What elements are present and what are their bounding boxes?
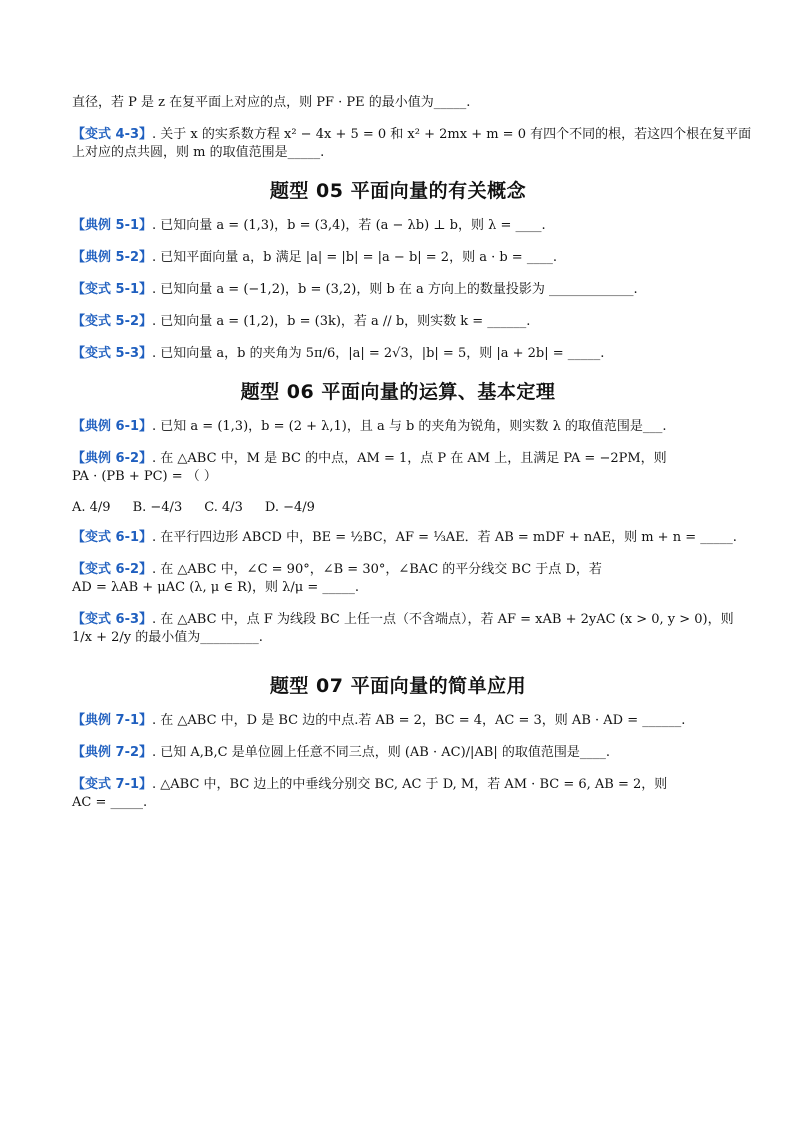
problem-v6-2: [72, 561, 724, 579]
problem-text: . 在 △ABC 中，M 是 BC 的中点，AM = 1，点 P 在 AM 上，且满足 PA = −2PM，则: [152, 451, 667, 466]
problem-v5-2: [72, 313, 724, 331]
problem-v4-3: [72, 126, 752, 144]
choice-a: A. 4/9: [72, 500, 111, 515]
problem-tag: 【典例 6-1】: [72, 419, 153, 434]
problem-text: . 在平行四边形 ABCD 中，BE = ½BC，AF = ⅓AE．若 AB = mDF + nAE，则 m + n = _____.: [152, 530, 737, 545]
choice-b: B. −4/3: [132, 500, 183, 515]
problem-tag: 【变式 6-1】: [72, 530, 153, 545]
text-line: 1/x + 2/y 的最小值为_________.: [72, 630, 263, 645]
problem-text: . 已知向量 a，b 的夹角为 5π/6，|a| = 2√3，|b| = 5，则 |a + 2b| = _____.: [152, 346, 605, 361]
problem-text: . 在 △ABC 中，D 是 BC 边的中点.若 AB = 2，BC = 4，AC = 3，则 AB · AD = ______.: [152, 713, 686, 728]
problem-tag: 【变式 7-1】: [72, 777, 153, 792]
problem-tag: 【典例 5-2】: [72, 250, 153, 265]
problem-e5-2: [72, 249, 724, 267]
problem-text: . 关于 x 的实系数方程 x² − 4x + 5 = 0 和 x² + 2mx + m = 0 有四个不同的根，若这四个根在复平面: [152, 127, 752, 142]
problem-e6-2: [72, 450, 724, 468]
problem-v6-1: [72, 529, 737, 547]
problem-e6-1: [72, 418, 724, 436]
problem-tag: 【典例 6-2】: [72, 451, 153, 466]
text-line: 直径，若 P 是 z 在复平面上对应的点，则 PF · PE 的最小值为_____.: [72, 95, 471, 110]
section-title-07: 题型 07 平面向量的简单应用: [269, 675, 527, 697]
problem-text: . 在 △ABC 中，∠C = 90°，∠B = 30°，∠BAC 的平分线交 BC 于点 D，若: [152, 562, 602, 577]
problem-tag: 【变式 5-1】: [72, 282, 153, 297]
problem-tag: 【变式 4-3】: [72, 127, 153, 142]
problem-text: . 在 △ABC 中，点 F 为线段 BC 上任一点（不含端点），若 AF = xAB + 2yAC (x > 0, y > 0)，则: [152, 612, 734, 627]
section-title-06: 题型 06 平面向量的运算、基本定理: [240, 381, 556, 403]
problem-text: . 已知向量 a = (1,2)，b = (3k)，若 a // b，则实数 k = ______.: [152, 314, 531, 329]
problem-tag: 【变式 5-2】: [72, 314, 153, 329]
problem-tag: 【典例 7-2】: [72, 745, 153, 760]
choice-list: [72, 500, 724, 515]
problem-e5-1: [72, 217, 724, 235]
problem-v5-1: [72, 281, 724, 299]
problem-v6-3: [72, 611, 734, 629]
section-title-05: 题型 05 平面向量的有关概念: [269, 180, 527, 202]
text-line: AC = _____.: [72, 795, 148, 810]
problem-v7-1: [72, 776, 724, 794]
problem-tag: 【变式 5-3】: [72, 346, 153, 361]
problem-text: . 已知 A,B,C 是单位圆上任意不同三点，则 (AB · AC)/|AB| 的取值范围是____.: [152, 745, 610, 760]
problem-tag: 【变式 6-3】: [72, 612, 153, 627]
choice-d: D. −4/9: [264, 500, 315, 515]
problem-text: . 已知平面向量 a，b 满足 |a| = |b| = |a − b| = 2，则 a · b = ____.: [152, 250, 557, 265]
choice-c: C. 4/3: [204, 500, 243, 515]
text-line: PA · (PB + PC) = （ ）: [72, 469, 217, 484]
problem-text: . 已知向量 a = (−1,2)，b = (3,2)，则 b 在 a 方向上的数量投影为 _____________.: [152, 282, 638, 297]
problem-tag: 【典例 7-1】: [72, 713, 153, 728]
problem-tag: 【典例 5-1】: [72, 218, 153, 233]
problem-text: . 已知 a = (1,3)，b = (2 + λ,1)，且 a 与 b 的夹角为锐角，则实数 λ 的取值范围是___.: [152, 419, 667, 434]
problem-text: . △ABC 中，BC 边上的中垂线分别交 BC, AC 于 D, M，若 AM · BC = 6, AB = 2，则: [152, 777, 668, 792]
document-page: [72, 94, 752, 826]
problem-text: . 已知向量 a = (1,3)，b = (3,4)，若 (a − λb) ⊥ b，则 λ = ____.: [152, 218, 546, 233]
text-line: 上对应的点共圆，则 m 的取值范围是_____.: [72, 145, 325, 160]
problem-v5-3: [72, 345, 724, 363]
text-line: AD = λAB + μAC (λ, μ ∈ R)，则 λ/μ = _____.: [72, 580, 359, 595]
problem-e7-1: [72, 712, 724, 730]
problem-tag: 【变式 6-2】: [72, 562, 153, 577]
problem-e7-2: [72, 744, 724, 762]
